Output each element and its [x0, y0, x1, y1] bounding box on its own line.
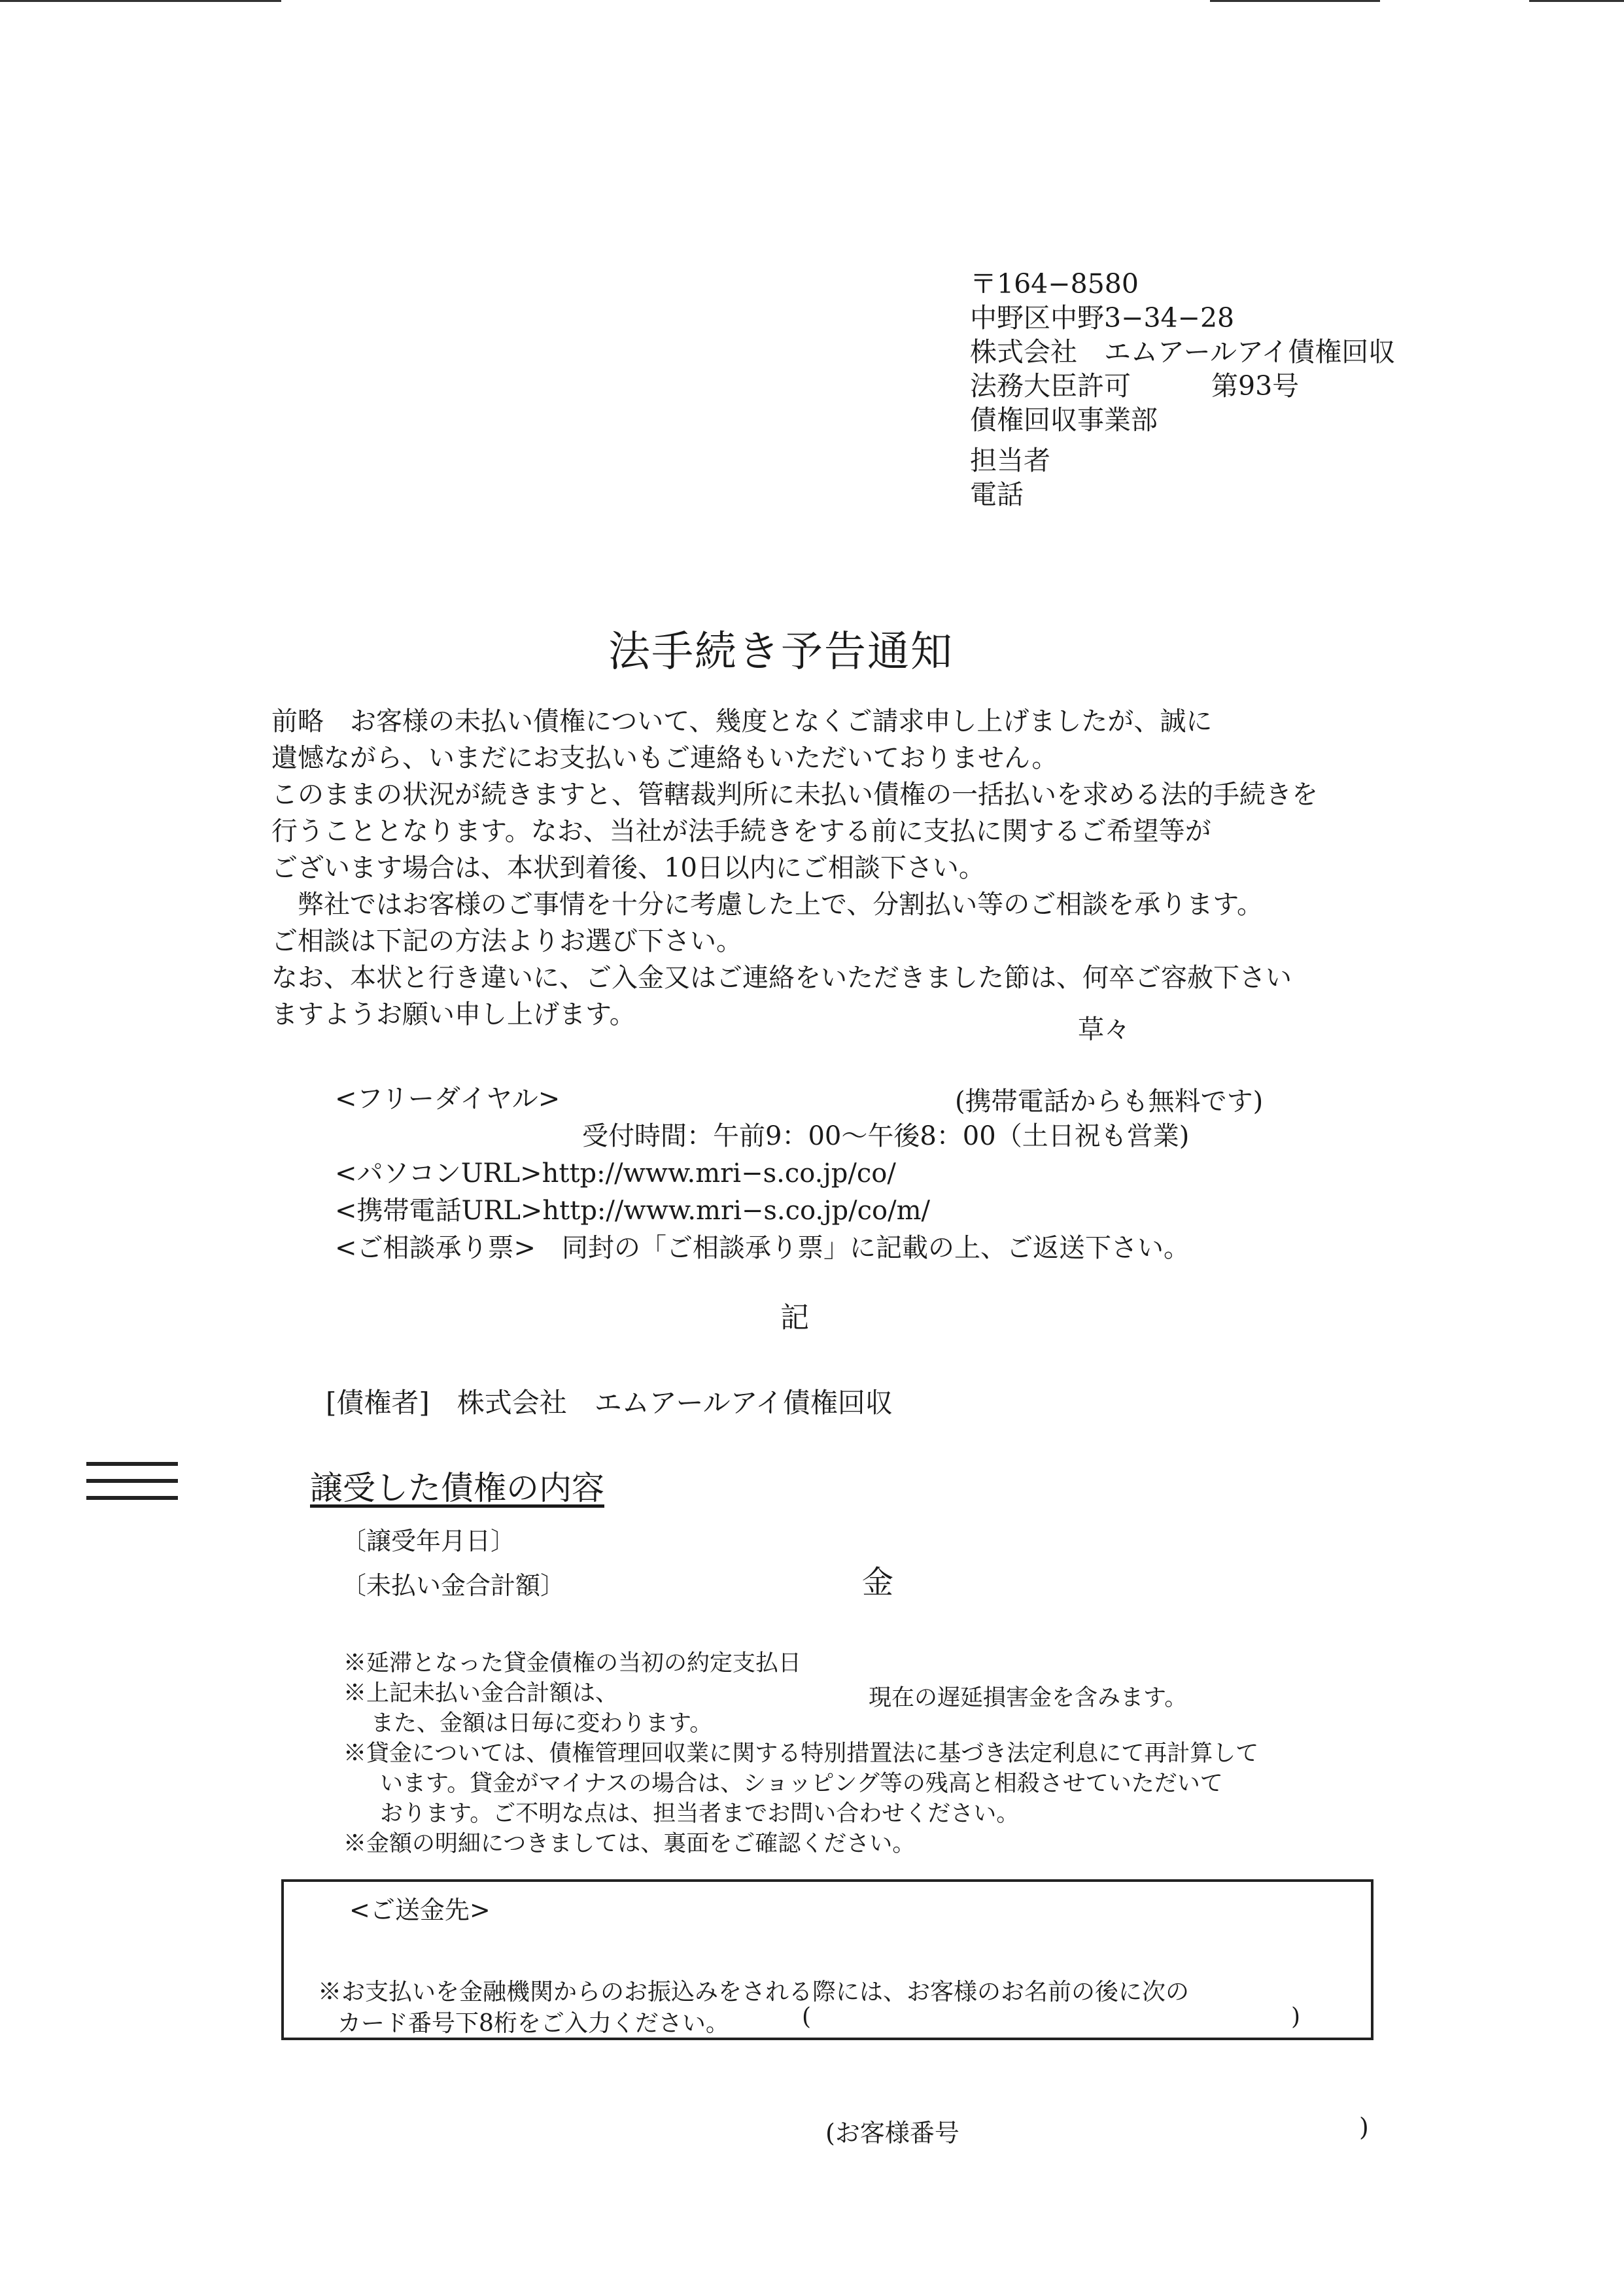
sender-license: 法務大臣許可 第93号 — [970, 370, 1300, 402]
body-line: 行うこととなります。なお、当社が法手続きをする前に支払に関するご希望等が — [271, 816, 1211, 846]
page-title: 法手続き予告通知 — [608, 628, 954, 676]
reception-hours: 受付時間：午前9：00〜午後8：00（土日祝も営業) — [582, 1121, 1190, 1151]
remittance-instruction-cont: カード番号下8桁をご入力ください。 — [337, 2010, 729, 2037]
card-digits-paren-open: ( — [802, 2004, 812, 2030]
note-line: また、金額は日毎に変わります。 — [371, 1710, 713, 1737]
note-line: ※上記未払い金合計額は、 — [343, 1680, 619, 1707]
bar — [86, 1462, 178, 1466]
note-line: ※延滞となった貸金債権の当初の約定支払日 — [343, 1650, 802, 1676]
sender-person-label: 担当者 — [970, 445, 1050, 476]
body-line: なお、本状と行き違いに、ご入金又はご連絡をいただきました節は、何卒ご容赦下さい — [271, 963, 1292, 993]
sender-block — [970, 267, 1395, 512]
top-edge-rule-left — [0, 0, 281, 2]
note-line: ※金額の明細につきましては、裏面をご確認ください。 — [343, 1831, 916, 1857]
card-digits-paren-close: ) — [1291, 2004, 1301, 2030]
body-line: このままの状況が続きますと、管轄裁判所に未払い債権の一括払いを求める法的手続きを — [271, 780, 1318, 810]
note-line: ※貸金については、債権管理回収業に関する特別措置法に基づき法定利息にて再計算して — [343, 1741, 1259, 1767]
free-dial-label: <フリーダイヤル> — [335, 1084, 561, 1114]
body-line: 前略 お客様の未払い債権について、幾度となくご請求申し上げましたが、誠に — [271, 706, 1213, 737]
unpaid-total-label: 〔未払い金合計額〕 — [341, 1571, 566, 1600]
body-line: ご相談は下記の方法よりお選び下さい。 — [271, 926, 742, 956]
mobile-url: <携帯電話URL>http://www.mri−s.co.jp/co/m/ — [335, 1196, 930, 1226]
top-edge-rule-middle — [1210, 0, 1380, 2]
transfer-date-label: 〔譲受年月日〕 — [341, 1527, 516, 1555]
customer-number-label: (お客様番号 — [825, 2119, 959, 2147]
note-line: います。貸金がマイナスの場合は、ショッピング等の残高と相殺させていただいて — [380, 1771, 1223, 1797]
closing-word: 草々 — [1078, 1015, 1130, 1045]
section-heading: 譲受した債権の内容 — [310, 1469, 604, 1507]
top-edge-rule-right — [1529, 0, 1624, 2]
sender-phone-label: 電話 — [970, 479, 1024, 510]
remittance-title: <ご送金先> — [349, 1896, 491, 1924]
body-line: ますようお願い申し上げます。 — [271, 999, 636, 1030]
sender-gap — [970, 437, 1395, 443]
sender-address: 中野区中野3−34−28 — [970, 302, 1235, 334]
creditor-line: [債権者] 株式会社 エムアールアイ債権回収 — [326, 1387, 893, 1419]
note-interest-tail: 現在の遅延損害金を含みます。 — [869, 1685, 1188, 1711]
customer-number-close: ) — [1359, 2113, 1369, 2142]
sender-company: 株式会社 エムアールアイ債権回収 — [970, 336, 1396, 368]
registration-bars — [86, 1462, 178, 1513]
ki-marker: 記 — [780, 1301, 809, 1334]
free-dial-note: (携帯電話からも無料です) — [955, 1086, 1264, 1117]
sender-postal: 〒164−8580 — [970, 268, 1139, 300]
body-line: 遺憾ながら、いまだにお支払いもご連絡もいただいておりません。 — [271, 743, 1058, 773]
sender-department: 債権回収事業部 — [970, 404, 1158, 436]
bar — [86, 1496, 178, 1500]
body-line: 弊社ではお客様のご事情を十分に考慮した上で、分割払い等のご相談を承ります。 — [271, 890, 1263, 920]
remittance-instruction: ※お支払いを金融機関からのお振込みをされる際には、お客様のお名前の後に次の — [318, 1979, 1190, 2005]
remittance-box — [281, 1879, 1373, 2040]
note-line: おります。ご不明な点は、担当者までお問い合わせください。 — [380, 1801, 1020, 1827]
body-line: ございます場合は、本状到着後、10日以内にご相談下さい。 — [271, 853, 985, 883]
notice-body — [271, 703, 1396, 1033]
consult-form-instruction: <ご相談承り票> 同封の「ご相談承り票」に記載の上、ご返送下さい。 — [335, 1233, 1190, 1263]
amount-kanji: 金 — [862, 1564, 894, 1601]
pc-url: <パソコンURL>http://www.mri−s.co.jp/co/ — [335, 1158, 896, 1189]
bar — [86, 1479, 178, 1483]
